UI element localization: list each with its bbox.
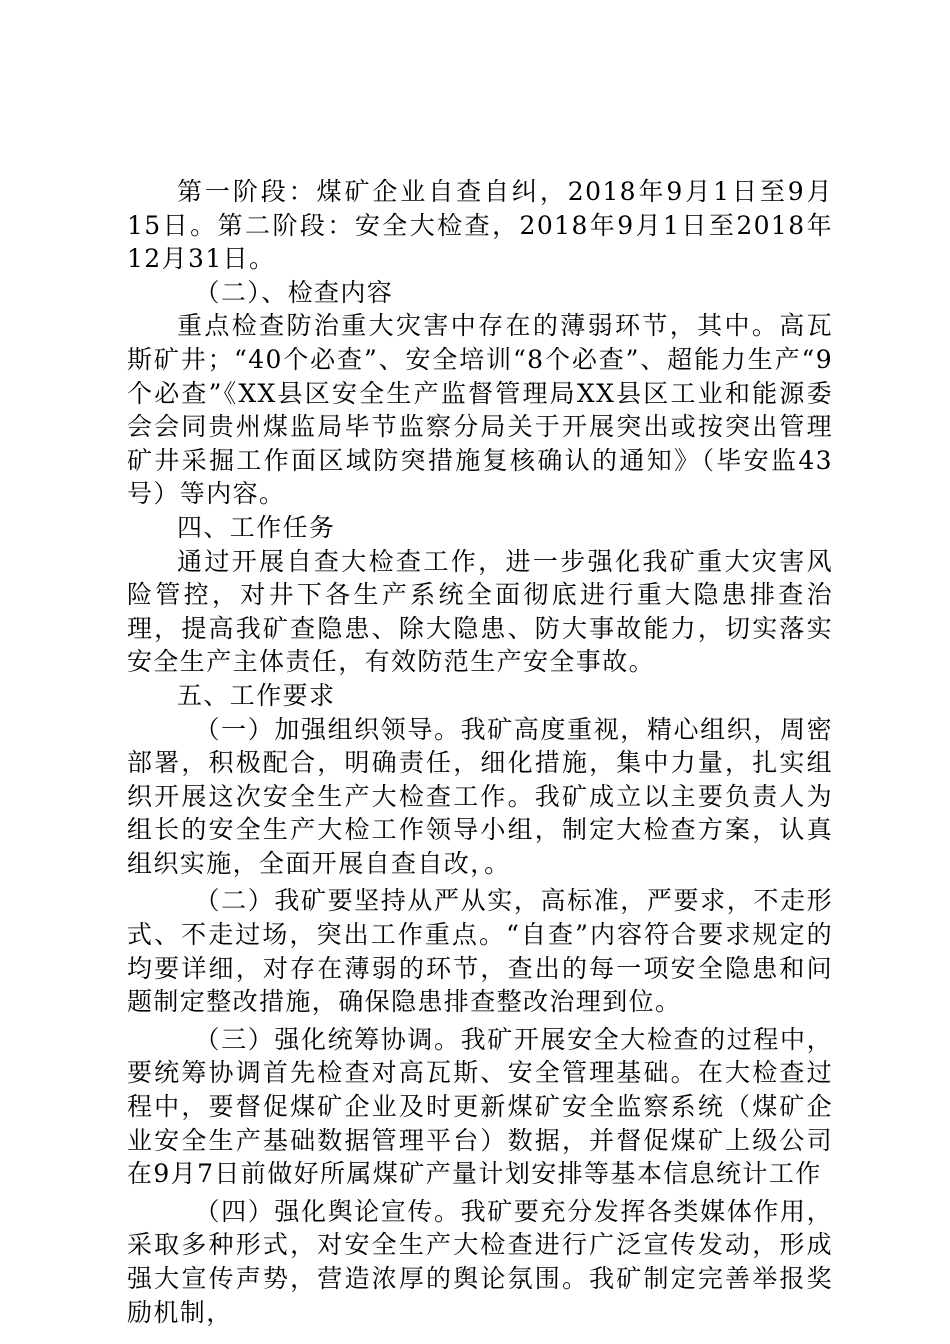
- paragraph-requirement-4: （四）强化舆论宣传。我矿要充分发挥各类媒体作用，采取多种形式，对安全生产大检查进行广泛宣传发动，形成强大宣传声势，营造浓厚的舆论氛围。我矿制定完善举报奖励机制，: [127, 1196, 833, 1327]
- heading-work-requirements: 五、工作要求: [177, 680, 336, 710]
- heading-work-tasks: 四、工作任务: [177, 512, 336, 542]
- paragraph-stage-schedule: 第一阶段：煤矿企业自查自纠，2018年9月1日至9月15日。第二阶段：安全大检查，2018年9月1日至2018年12月31日。: [127, 177, 833, 274]
- paragraph-inspection-content: 重点检查防治重大灾害中存在的薄弱环节，其中。高瓦斯矿井；“40个必查”、安全培训“8个必查”、超能力生产“9个必查”《XX县区安全生产监督管理局XX县区工业和能源委会会同贵州煤监局毕节监察分局关于开展突出或按突出管理矿井采掘工作面区域防突措施复核确认的通知》（毕安监43号）等内容。: [127, 311, 833, 509]
- paragraph-requirement-3: （三）强化统筹协调。我矿开展安全大检查的过程中，要统筹协调首先检查对高瓦斯、安全管理基础。在大检查过程中，要督促煤矿企业及时更新煤矿安全监察系统（煤矿企业安全生产基础数据管理平台）数据，并督促煤矿上级公司在9月7日前做好所属煤矿产量计划安排等基本信息统计工作: [127, 1024, 833, 1189]
- paragraph-requirement-2: （二）我矿要坚持从严从实，高标准，严要求，不走形式、不走过场，突出工作重点。“自查”内容符合要求规定的均要详细，对存在薄弱的环节，查出的每一项安全隐患和问题制定整改措施，确保隐患排查整改治理到位。: [127, 886, 833, 1017]
- paragraph-work-tasks: 通过开展自查大检查工作，进一步强化我矿重大灾害风险管控，对井下各生产系统全面彻底进行重大隐患排查治理，提高我矿查隐患、除大隐患、防大事故能力，切实落实安全生产主体责任，有效防范生产安全事故。: [127, 546, 833, 677]
- document-body: [127, 175, 833, 1329]
- paragraph-requirement-1: （一）加强组织领导。我矿高度重视，精心组织，周密部署，积极配合，明确责任，细化措施，集中力量，扎实组织开展这次安全生产大检查工作。我矿成立以主要负责人为组长的安全生产大检工作领导小组，制定大检查方案，认真组织实施，全面开展自查自改，。: [127, 714, 833, 878]
- heading-inspection-content: （二）、检查内容: [194, 277, 394, 307]
